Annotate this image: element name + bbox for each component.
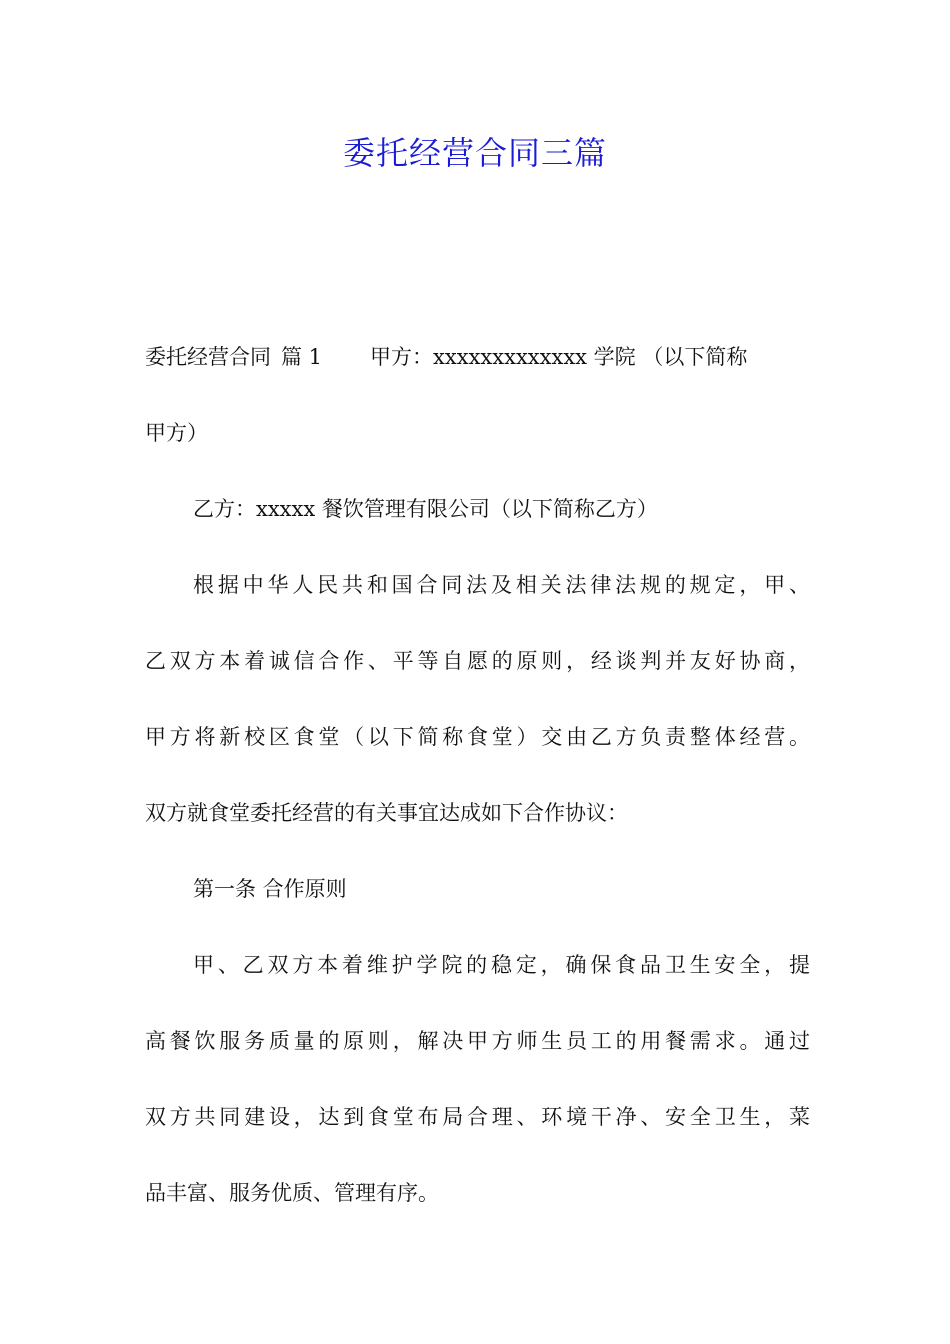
paragraph-line: 乙双方本着诚信合作、平等自愿的原则，经谈判并友好协商， (145, 649, 810, 673)
contract-heading-line (145, 338, 810, 376)
paragraph-line: 甲方将新校区食堂（以下简称食堂）交由乙方负责整体经营。 (145, 725, 810, 749)
contract-part-number: 篇 1 (281, 345, 323, 369)
document-title: 委托经营合同三篇 (342, 134, 607, 172)
contract-heading: 委托经营合同 (145, 345, 271, 369)
paragraph-line: 双方就食堂委托经营的有关事宜达成如下合作协议： (145, 801, 628, 825)
document-body (145, 338, 810, 1250)
paragraph-line: 甲、乙双方本着维护学院的稳定，确保食品卫生安全，提 (193, 953, 810, 977)
paragraph-line: 高餐饮服务质量的原则，解决甲方师生员工的用餐需求。通过 (145, 1029, 810, 1053)
paragraph-line: 品丰富、服务优质、管理有序。 (145, 1181, 439, 1205)
paragraph-line: 根据中华人民共和国合同法及相关法律法规的规定，甲、 (193, 573, 810, 597)
party-b-line: 乙方：xxxxx 餐饮管理有限公司（以下简称乙方） (193, 497, 658, 521)
party-a-line: 甲方：xxxxxxxxxxxxx 学院 （以下简称 (370, 345, 748, 369)
article-title: 第一条 合作原则 (193, 877, 347, 901)
party-a-continuation: 甲方） (145, 421, 208, 445)
paragraph-line: 双方共同建设，达到食堂布局合理、环境干净、安全卫生，菜 (145, 1105, 810, 1129)
